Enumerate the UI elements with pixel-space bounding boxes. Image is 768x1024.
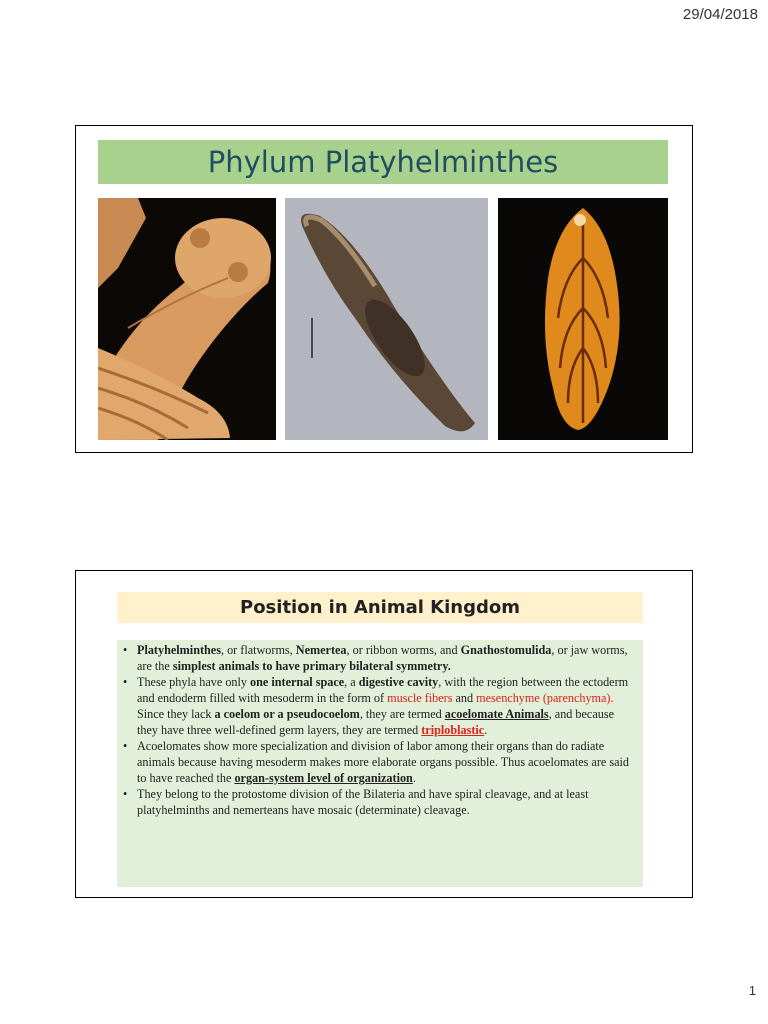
bullet-text: , they are termed	[359, 707, 445, 721]
bullet-text: Gnathostomulida	[460, 643, 552, 657]
tapeworm-scolex-photo	[98, 198, 276, 440]
bullet-text: organ-system level of organization	[234, 771, 413, 785]
bullet-text: digestive cavity	[358, 675, 439, 689]
bullet-text: simplest animals to have primary bilateral symmetry.	[172, 659, 451, 673]
bullet-text: Nemertea	[295, 643, 347, 657]
date-stamp: 29/04/2018	[682, 6, 758, 23]
bullet-text: They belong to the protostome division of the Bilateria and have spiral cleavage, and at least platyhelminths and nemerteans have mosaic (determinate) cleavage.	[137, 787, 589, 817]
slide-title: Phylum Platyhelminthes	[207, 145, 559, 179]
bullet-text: mesenchyme (parenchyma).	[476, 691, 614, 705]
bullet-text: , or jaw worms, are the	[137, 643, 628, 673]
bullet-text: a coelom or a pseudocoelom	[214, 707, 360, 721]
bullet-text: Since they lack	[137, 707, 215, 721]
page-number: 1	[748, 983, 756, 998]
bullet-text: These phyla have only	[137, 675, 251, 689]
slide-heading: Position in Animal Kingdom	[240, 597, 520, 618]
bullet-text: one internal space	[250, 675, 345, 689]
slide-position-in-animal-kingdom	[75, 570, 693, 898]
slide-title-bar	[98, 140, 668, 184]
bullet-item-1	[121, 642, 637, 674]
bullet-text: , or flatworms,	[220, 643, 296, 657]
bullet-text: muscle fibers	[387, 691, 453, 705]
bullet-text: .	[484, 723, 488, 737]
slide-phylum-platyhelminthes	[75, 125, 693, 453]
bullet-item-2	[121, 674, 637, 738]
bullet-text: , a	[344, 675, 359, 689]
bullet-item-4	[121, 786, 637, 818]
liver-fluke-photo	[498, 198, 668, 440]
bullet-text: , with the region between the ectoderm and endoderm filled with mesoderm in the form of	[137, 675, 629, 705]
bullet-text: acoelomate Animals	[444, 707, 549, 721]
bullet-text: .	[412, 771, 416, 785]
planarian-photo	[285, 198, 488, 440]
bullet-text: and	[452, 691, 477, 705]
slide-heading-bar	[117, 592, 643, 623]
bullet-text: triploblastic	[421, 723, 485, 737]
bullet-text: , or ribbon worms, and	[346, 643, 461, 657]
bullet-text: Platyhelminthes	[137, 643, 221, 657]
bullet-list-box	[117, 640, 643, 887]
bullet-item-3	[121, 738, 637, 786]
bullet-list	[121, 642, 637, 818]
bullet-text: Acoelomates show more specialization and division of labor among their organs than do radiate animals because having mesoderm makes more elaborate organs possible. Thus acoelomates are said to have reached the	[137, 739, 629, 785]
bullet-text: , and because they have three well-defined germ layers, they are termed	[137, 707, 614, 737]
